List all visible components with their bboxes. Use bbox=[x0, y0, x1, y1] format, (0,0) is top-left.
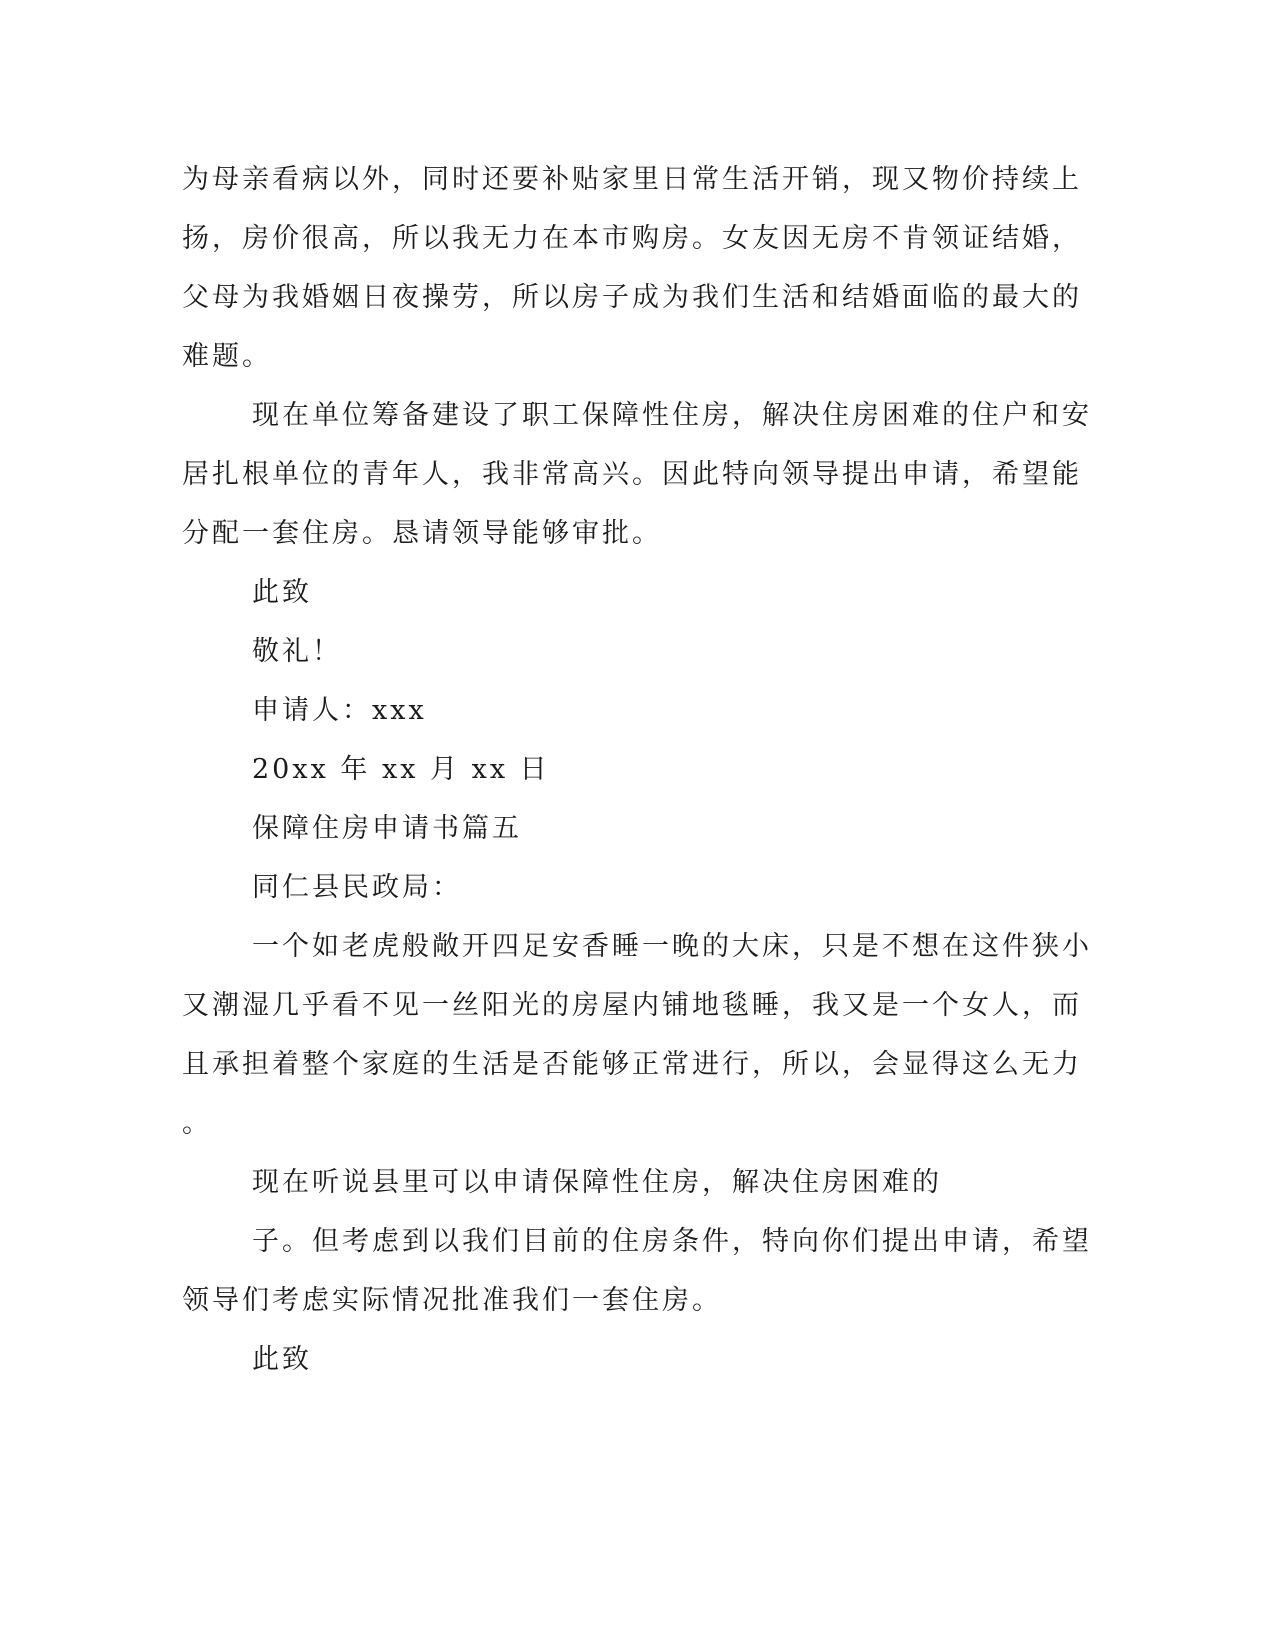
paragraph-line: 分配一套住房。恳请领导能够审批。 bbox=[182, 518, 662, 549]
salutation-line: 敬礼！ bbox=[252, 636, 342, 667]
paragraph-line: 居扎根单位的青年人，我非常高兴。因此特向领导提出申请，希望能 bbox=[182, 459, 1082, 490]
paragraph-line: 父母为我婚姻日夜操劳，所以房子成为我们生活和结婚面临的最大的 bbox=[182, 282, 1082, 313]
paragraph-line: 且承担着整个家庭的生活是否能够正常进行，所以，会显得这么无力 bbox=[182, 1049, 1082, 1080]
paragraph-line: 为母亲看病以外，同时还要补贴家里日常生活开销，现又物价持续上 bbox=[182, 164, 1082, 195]
paragraph-line: 扬，房价很高，所以我无力在本市购房。女友因无房不肯领证结婚， bbox=[182, 223, 1082, 254]
closing-line: 此致 bbox=[252, 1344, 312, 1375]
paragraph-line: 现在单位筹备建设了职工保障性住房，解决住房困难的住户和安 bbox=[252, 400, 1092, 431]
section-title: 保障住房申请书篇五 bbox=[252, 813, 522, 844]
paragraph-line: 领导们考虑实际情况批准我们一套住房。 bbox=[182, 1285, 722, 1316]
recipient-line: 同仁县民政局： bbox=[252, 872, 462, 903]
paragraph-line: 又潮湿几乎看不见一丝阳光的房屋内铺地毯睡，我又是一个女人，而 bbox=[182, 990, 1082, 1021]
date-line: 20xx 年 xx 月 xx 日 bbox=[252, 754, 550, 785]
paragraph-line: 现在听说县里可以申请保障性住房，解决住房困难的 bbox=[252, 1167, 942, 1198]
closing-line: 此致 bbox=[252, 577, 312, 608]
paragraph-line: 子。但考虑到以我们目前的住房条件，特向你们提出申请，希望 bbox=[252, 1226, 1092, 1257]
paragraph-line: 一个如老虎般敞开四足安香睡一晚的大床，只是不想在这件狭小 bbox=[252, 931, 1092, 962]
paragraph-line: 难题。 bbox=[182, 341, 272, 372]
applicant-line: 申请人：xxx bbox=[252, 695, 427, 726]
paragraph-line: 。 bbox=[182, 1108, 212, 1139]
